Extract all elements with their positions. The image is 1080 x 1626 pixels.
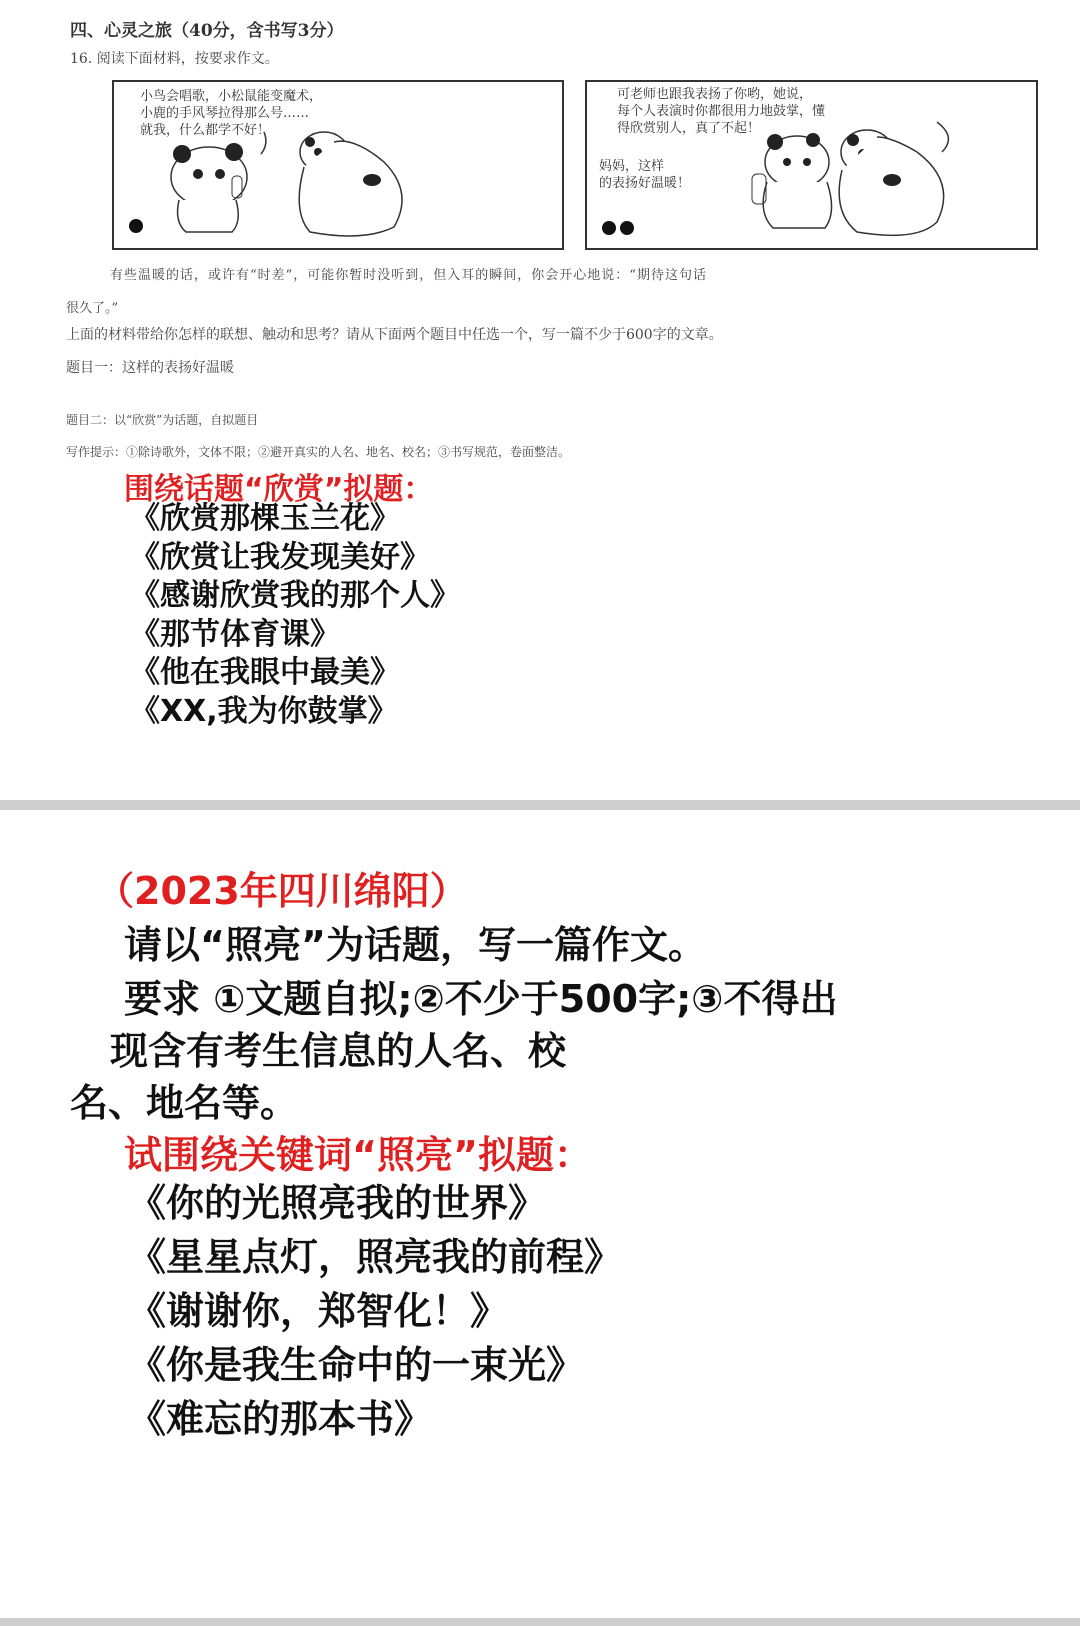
section2-source: （2023年四川绵阳）	[96, 869, 468, 913]
section-divider	[0, 800, 1080, 810]
list-item: 《欣赏让我发现美好》	[130, 539, 430, 575]
section1-title-list	[130, 500, 460, 731]
section2-requirements-line-2: 现含有考生信息的人名、校	[110, 1029, 567, 1073]
list-item: 《XX,我为你鼓掌》	[130, 693, 398, 729]
section2-requirements-line-1: 要求 ①文题自拟;②不少于500字;③不得出	[124, 977, 838, 1021]
speech-bubble-right-teacher: 可老师也跟我表扬了你哟，她说， 每个人表演时你都很用力地鼓掌，懂 得欣赏别人，真了不起！	[617, 87, 826, 136]
section-title: 四、心灵之旅（40分，含书写3分）	[70, 21, 344, 41]
list-item: 《那节体育课》	[130, 616, 340, 652]
prompt-question: 上面的材料带给你怎样的联想、触动和思考？请从下面两个题目中任选一个，写一篇不少于600字的文章。	[66, 327, 723, 343]
list-item: 《欣赏那棵玉兰花》	[130, 501, 400, 536]
panda-illustration-right	[587, 82, 1036, 248]
list-item: 《谢谢你，郑智化！》	[128, 1289, 509, 1333]
section1-heading: 围绕话题“欣赏”拟题：	[124, 472, 434, 507]
list-item: 《你是我生命中的一束光》	[128, 1343, 585, 1387]
comic-panel-left	[112, 80, 564, 250]
writing-tips: 写作提示：①除诗歌外，文体不限；②避开真实的人名、地名、校名；③书写规范，卷面整洁。	[66, 445, 571, 459]
list-item: 《他在我眼中最美》	[130, 655, 400, 690]
comic-panel-right	[585, 80, 1038, 250]
speech-bubble-right-child: 妈妈，这样 的表扬好温暖！	[599, 159, 691, 191]
section2-prompt: 请以“照亮”为话题，写一篇作文。	[124, 923, 706, 967]
section2-title-list	[128, 1176, 622, 1446]
question-line: 16. 阅读下面材料，按要求作文。	[70, 51, 279, 67]
section2-heading: 试围绕关键词“照亮”拟题：	[124, 1133, 592, 1177]
list-item: 《感谢欣赏我的那个人》	[130, 578, 460, 613]
list-item: 《星星点灯，照亮我的前程》	[128, 1235, 623, 1279]
speech-bubble-left: 小鸟会唱歌，小松鼠能变魔术， 小鹿的手风琴拉得那么号…… 就我，什么都学不好！	[140, 89, 323, 138]
topic-one: 题目一：这样的表扬好温暖	[66, 360, 234, 376]
list-item: 《难忘的那本书》	[128, 1397, 433, 1441]
bottom-divider	[0, 1618, 1080, 1626]
section2-requirements-line-3: 名、地名等。	[70, 1081, 299, 1125]
panda-illustration-left	[114, 82, 562, 248]
material-line-1: 有些温暖的话，或许有“时差”，可能你暂时没听到，但入耳的瞬间，你会开心地说：“期待这句话	[110, 268, 707, 283]
list-item: 《你的光照亮我的世界》	[128, 1181, 547, 1225]
topic-two: 题目二：以“欣赏”为话题，自拟题目	[66, 413, 259, 427]
material-line-2: 很久了。”	[66, 301, 119, 316]
